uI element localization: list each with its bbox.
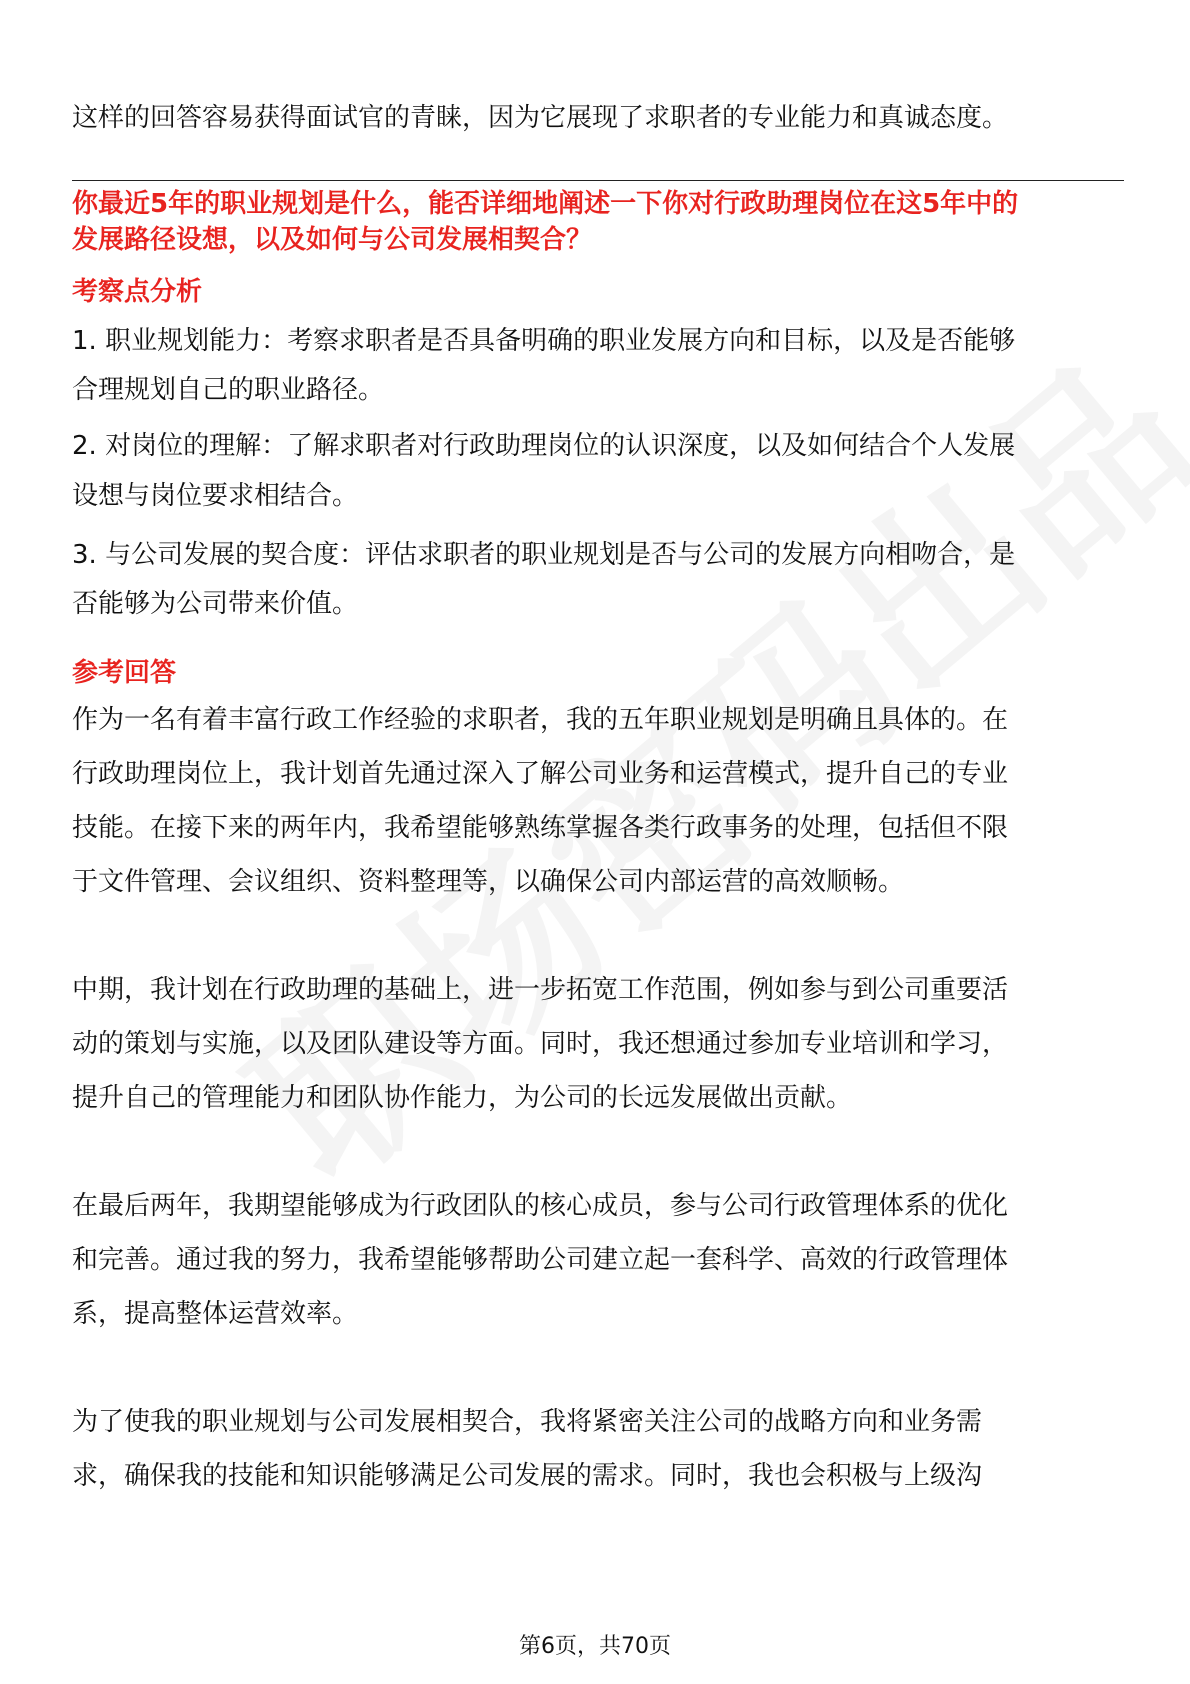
analysis-line: 否能够为公司带来价值。 — [72, 589, 359, 619]
answer-p4-line: 为了使我的职业规划与公司发展相契合，我将紧密关注公司的战略方向和业务需 — [72, 1407, 983, 1437]
answer-p2-line: 动的策划与实施，以及团队建设等方面。同时，我还想通过参加专业培训和学习， — [72, 1029, 1009, 1059]
analysis-line: 3. 与公司发展的契合度：评估求职者的职业规划是否与公司的发展方向相吻合，是 — [72, 540, 1016, 570]
answer-p3-line: 系，提高整体运营效率。 — [72, 1299, 359, 1329]
analysis-line: 1. 职业规划能力：考察求职者是否具备明确的职业发展方向和目标，以及是否能够 — [72, 326, 1016, 356]
intro-line: 这样的回答容易获得面试官的青睐，因为它展现了求职者的专业能力和真诚态度。 — [72, 103, 1009, 133]
answer-p1-line: 于文件管理、会议组织、资料整理等，以确保公司内部运营的高效顺畅。 — [72, 867, 905, 897]
analysis-line: 合理规划自己的职业路径。 — [72, 375, 385, 405]
answer-heading: 参考回答 — [72, 658, 177, 688]
answer-p2-line: 提升自己的管理能力和团队协作能力，为公司的长远发展做出贡献。 — [72, 1083, 853, 1113]
answer-p1-line: 行政助理岗位上，我计划首先通过深入了解公司业务和运营模式，提升自己的专业 — [72, 759, 1009, 789]
answer-p1-line: 作为一名有着丰富行政工作经验的求职者，我的五年职业规划是明确且具体的。在 — [72, 705, 1009, 735]
answer-p2-line: 中期，我计划在行政助理的基础上，进一步拓宽工作范围，例如参与到公司重要活 — [72, 975, 1009, 1005]
analysis-heading: 考察点分析 — [72, 277, 203, 307]
answer-p1-line: 技能。在接下来的两年内，我希望能够熟练掌握各类行政事务的处理，包括但不限 — [72, 813, 1009, 843]
section-divider — [72, 180, 1124, 181]
answer-p4-line: 求，确保我的技能和知识能够满足公司发展的需求。同时，我也会积极与上级沟 — [72, 1461, 983, 1491]
page-footer: 第6页，共70页 — [519, 1634, 671, 1659]
question-line-2: 发展路径设想，以及如何与公司发展相契合？ — [72, 225, 593, 255]
answer-p3-line: 在最后两年，我期望能够成为行政团队的核心成员，参与公司行政管理体系的优化 — [72, 1191, 1009, 1221]
analysis-line: 2. 对岗位的理解：了解求职者对行政助理岗位的认识深度，以及如何结合个人发展 — [72, 431, 1016, 461]
analysis-line: 设想与岗位要求相结合。 — [72, 481, 359, 511]
answer-p3-line: 和完善。通过我的努力，我希望能够帮助公司建立起一套科学、高效的行政管理体 — [72, 1245, 1009, 1275]
question-line-1: 你最近5年的职业规划是什么，能否详细地阐述一下你对行政助理岗位在这5年中的 — [72, 189, 1019, 219]
